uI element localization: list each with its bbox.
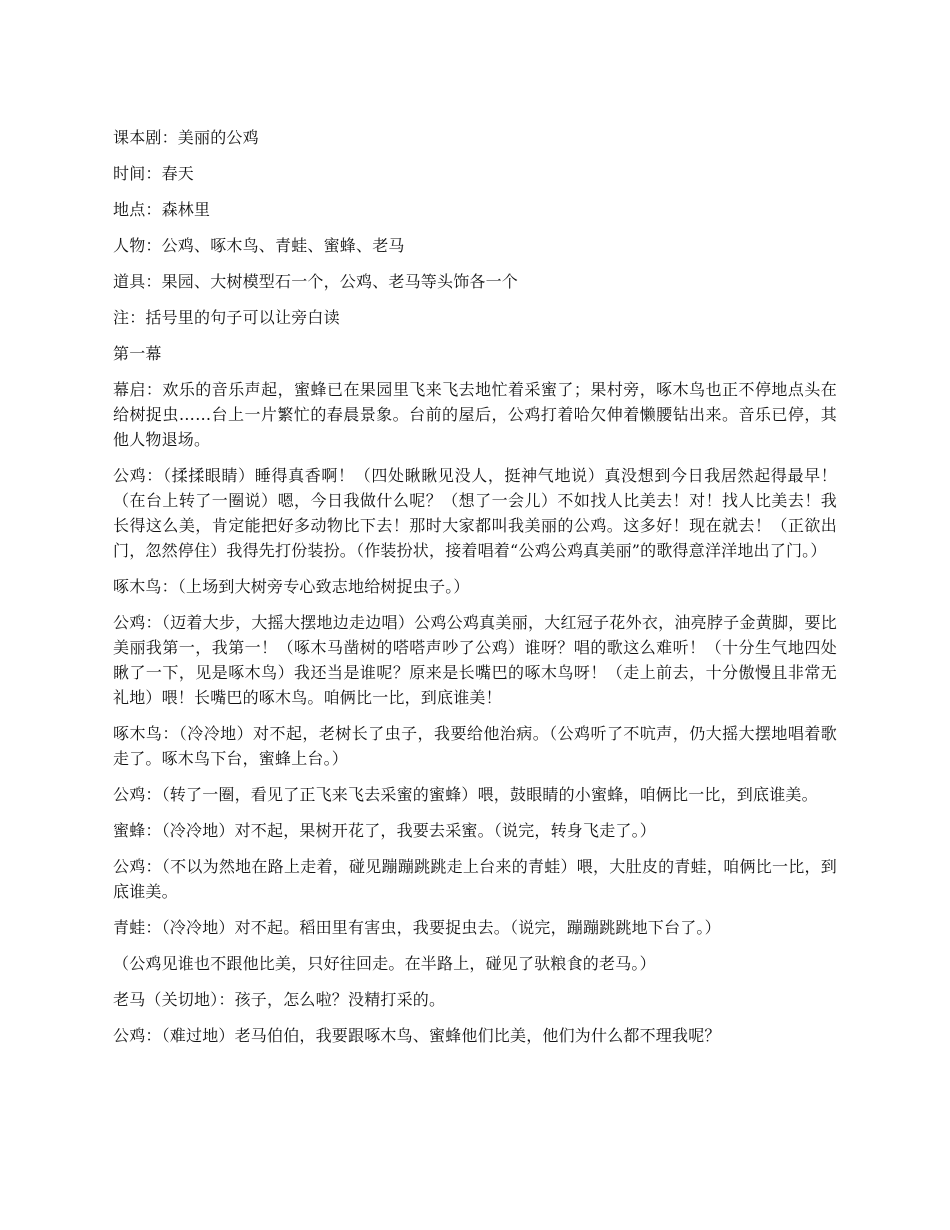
dialogue-paragraph: 公鸡：（迈着大步，大摇大摆地边走边唱）公鸡公鸡真美丽，大红冠子花外衣，油亮脖子金黄脚，要比美丽我第一，我第一！（啄木马凿树的嗒嗒声吵了公鸡）谁呀？唱的歌这么难听！（十分生气地四处瞅了一下，见是啄木鸟）我还当是谁呢？原来是长嘴巴的啄木鸟呀！（走上前去，十分傲慢且非常无礼地）喂！长嘴巴的啄木鸟。咱俩比一比，到底谁美！	[113, 613, 837, 707]
act-heading: 第一幕	[113, 344, 162, 363]
dialogue-paragraph: 啄木鸟：（上场到大树旁专心致志地给树捉虫子。）	[113, 577, 470, 596]
note-line: 注：括号里的句子可以让旁白读	[113, 308, 340, 327]
dialogue-paragraph: 公鸡：（揉揉眼睛）睡得真香啊！（四处瞅瞅见没人，挺神气地说）真没想到今日我居然起得最早！（在台上转了一圈说）嗯，今日我做什么呢？（想了一会儿）不如找人比美去！对！找人比美去！我长得这么美，肯定能把好多动物比下去！那时大家都叫我美丽的公鸡。这多好！现在就去！（正欲出门，忽然停住）我得先打份装扮。（作装扮状，接着唱着“公鸡公鸡真美丽”的歌得意洋洋地出了门。）	[113, 466, 837, 560]
dialogue-paragraph: 公鸡：（不以为然地在路上走着，碰见蹦蹦跳跳走上台来的青蛙）喂，大肚皮的青蛙，咱俩比一比，到底谁美。	[113, 857, 837, 901]
dialogue-paragraph: 啄木鸟：（冷冷地）对不起，老树长了虫子，我要给他治病。（公鸡听了不吭声，仍大摇大摆地唱着歌走了。啄木鸟下台，蜜蜂上台。）	[113, 724, 837, 768]
dialogue-paragraph: 老马（关切地）：孩子，怎么啦？没精打采的。	[113, 990, 446, 1009]
document-body	[113, 125, 837, 1059]
play-title: 课本剧：美丽的公鸡	[113, 128, 259, 147]
dialogue-paragraph: 公鸡：（转了一圈，看见了正飞来飞去采蜜的蜜蜂）喂，鼓眼睛的小蜜蜂，咱俩比一比，到底谁美。	[113, 785, 818, 804]
scene-opening: 幕启：欢乐的音乐声起，蜜蜂已在果园里飞来飞去地忙着采蜜了；果村旁，啄木鸟也正不停地点头在给树捉虫……台上一片繁忙的春晨景象。台前的屋后，公鸡打着哈欠伸着懒腰钻出来。音乐已停，其他人物退场。	[113, 380, 837, 449]
props-line: 道具：果园、大树模型石一个，公鸡、老马等头饰各一个	[113, 272, 519, 291]
dialogue-paragraph: 青蛙：（冷冷地）对不起。稻田里有害虫，我要捉虫去。（说完，蹦蹦跳跳地下台了。）	[113, 918, 721, 937]
dialogue-paragraph: 公鸡：（难过地）老马伯伯，我要跟啄木鸟、蜜蜂他们比美，他们为什么都不理我呢？	[113, 1026, 721, 1045]
stage-direction: （公鸡见谁也不跟他比美，只好往回走。在半路上，碰见了驮粮食的老马。）	[113, 954, 656, 973]
location-line: 地点：森林里	[113, 200, 211, 219]
characters-line: 人物：公鸡、啄木鸟、青蛙、蜜蜂、老马	[113, 236, 405, 255]
time-line: 时间：春天	[113, 164, 195, 183]
dialogue-paragraph: 蜜蜂：（冷冷地）对不起，果树开花了，我要去采蜜。（说完，转身飞走了。）	[113, 821, 657, 840]
